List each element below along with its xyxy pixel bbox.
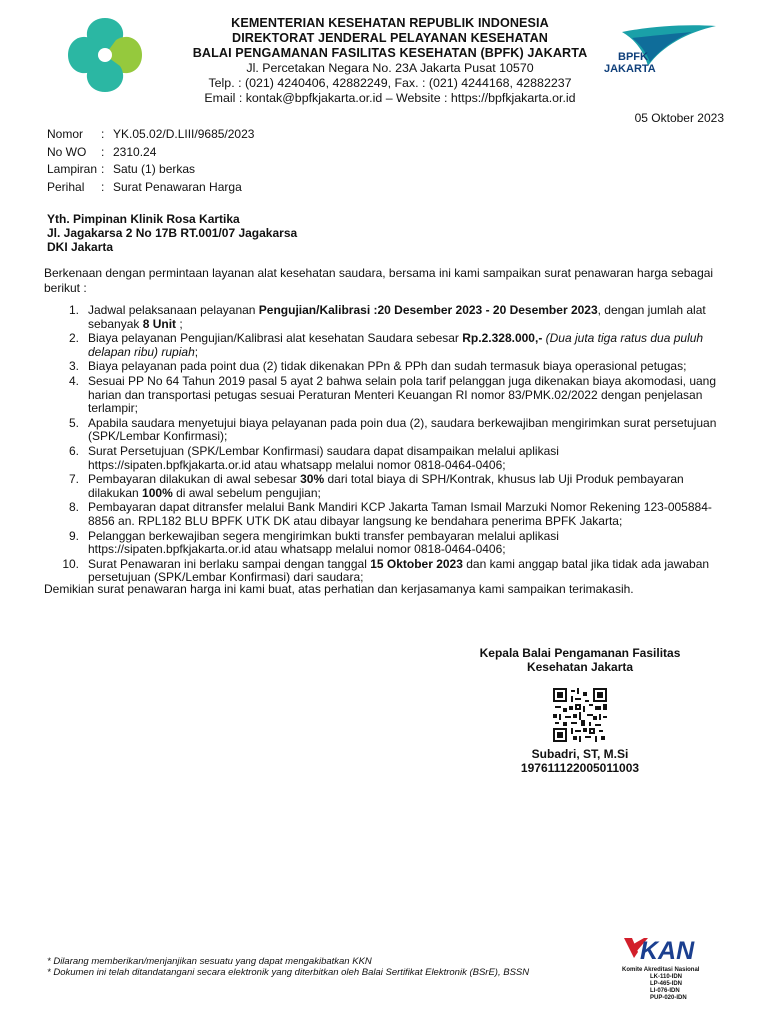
meta-value: Surat Penawaran Harga — [113, 179, 242, 194]
item-number: 2. — [68, 331, 79, 346]
meta-colon: : — [101, 144, 105, 159]
meta-value: YK.05.02/D.LIII/9685/2023 — [113, 127, 255, 141]
signer-title-line1: Kepala Balai Pengamanan Fasilitas — [479, 646, 681, 660]
footer-notes — [47, 956, 529, 978]
institution-address: Jl. Percetakan Negara No. 23A Jakarta Pusat 10570 — [246, 61, 534, 75]
bpfk-logo — [592, 22, 718, 88]
kan-code: PUP-020-IDN — [650, 995, 687, 1001]
item-text: Apabila saudara menyetujui biaya pelayanan pada poin dua (2), saudara berkewajiban mengirimkan surat persetujuan (SPK/Lembar Konfirmasi); — [88, 415, 717, 444]
meta-row-perihal — [47, 179, 254, 197]
kan-accreditation — [618, 932, 718, 1002]
meta-row-nomor — [47, 126, 254, 144]
item-number: 10. — [62, 556, 79, 571]
item-number: 5. — [68, 415, 79, 430]
item-text-part: , dengan jumlah alat sebanyak — [88, 303, 706, 331]
ministry-name: KEMENTERIAN KESEHATAN REPUBLIK INDONESIA — [231, 16, 549, 30]
item-text-part: ; — [176, 316, 183, 331]
item-text-part: dan kami anggap batal jika tidak ada jawaban persetujuan (SPK/Lembar Konfirmasi) dari saudara; — [88, 556, 710, 585]
item-text-part: dari total biaya di SPH/Kontrak, khusus lab Uji Produk pembayaran dilakukan — [88, 472, 684, 500]
list-item — [44, 304, 724, 331]
meta-key: Nomor — [47, 127, 84, 141]
item-text-part: Biaya pelayanan Pengujian/Kalibrasi alat kesehatan Saudara sebesar — [88, 331, 463, 346]
signer-name: Subadri, ST, M.Si — [531, 747, 629, 761]
kemenkes-logo — [62, 12, 148, 98]
unit-count: 8 Unit — [142, 316, 177, 331]
addressee-name: Yth. Pimpinan Klinik Rosa Kartika — [47, 212, 240, 226]
list-item — [44, 558, 724, 585]
item-number: 1. — [68, 303, 79, 317]
signer-nip: 197611122005011003 — [520, 760, 640, 775]
item-text — [88, 558, 724, 585]
signer-title-line2: Kesehatan Jakarta — [526, 659, 634, 674]
item-text — [88, 332, 724, 359]
directorate-name: DIREKTORAT JENDERAL PELAYANAN KESEHATAN — [232, 31, 548, 45]
list-item — [44, 375, 724, 416]
down-payment-percent: 30% — [300, 472, 325, 487]
addressee-street: Jl. Jagakarsa 2 No 17B RT.001/07 Jagakarsa — [47, 226, 298, 240]
letter-meta — [47, 126, 254, 196]
kan-codes — [650, 974, 718, 1002]
item-number: 8. — [68, 500, 79, 515]
institution-phone: Telp. : (021) 4240406, 42882249, Fax. : (021) 4244168, 42882237 — [208, 76, 572, 90]
kan-code: LK-110-IDN — [650, 974, 683, 980]
kan-logo — [618, 932, 718, 962]
addressee-block — [47, 212, 297, 254]
item-text: Pelanggan berkewajiban segera mengirimkan bukti transfer pembayaran melalui aplikasi https://sipaten.bpfkjakarta.or.id atau whatsapp melalui nomor 0818-0464-0406; — [88, 528, 559, 557]
list-item — [44, 417, 724, 444]
item-text — [88, 304, 724, 331]
letterhead — [0, 0, 768, 108]
kan-code: LP-465-IDN — [650, 981, 683, 987]
item-text-part: Surat Penawaran ini berlaku sampai dengan tanggal — [88, 556, 371, 571]
item-number: 3. — [68, 359, 79, 374]
qr-code-icon — [553, 688, 607, 742]
full-payment-percent: 100% — [142, 485, 173, 500]
closing-paragraph: Demikian surat penawaran harga ini kami buat, atas perhatian dan kerjasamanya kami sampaikan terimakasih. — [44, 582, 634, 596]
meta-value: Satu (1) berkas — [113, 162, 196, 176]
letterhead-text — [180, 16, 600, 106]
institution-email: Email : kontak@bpfkjakarta.or.id – Website : https://bpfkjakarta.or.id — [204, 91, 576, 105]
item-number: 9. — [68, 528, 79, 543]
list-item — [44, 360, 724, 374]
footer-note-esign: * Dokumen ini telah ditandatangani secara elektronik yang diterbitkan oleh Balai Sertifikat Elektronik (BSrE), BSSN — [47, 967, 530, 978]
letter-date: 05 Oktober 2023 — [634, 111, 724, 125]
item-number: 6. — [68, 443, 79, 458]
item-text: Pembayaran dapat ditransfer melalui Bank Mandiri KCP Jakarta Taman Ismail Marzuki Nomor Rekening 123-005884-8856 an. RPL182 BLU BPFK UTK DK atau dibayar langsung ke bendahara penerima BPFK Jakarta; — [88, 500, 712, 528]
kan-logo-text: KAN — [640, 937, 695, 962]
item-text: Biaya pelayanan pada point dua (2) tidak dikenakan PPn & PPh dan sudah termasuk biaya operasional petugas; — [88, 359, 687, 374]
meta-key: No WO — [47, 144, 87, 159]
bpfk-logo-text1: BPFK — [618, 51, 648, 63]
price-in-words: (Dua juta tiga ratus dua puluh delapan ribu) rupiah — [88, 331, 704, 359]
meta-colon: : — [101, 162, 105, 176]
signature-block — [462, 647, 698, 775]
list-item — [44, 473, 724, 500]
institution-name: BALAI PENGAMANAN FASILITAS KESEHATAN (BPFK) JAKARTA — [192, 46, 588, 60]
meta-value: 2310.24 — [113, 144, 157, 159]
meta-key: Lampiran — [47, 162, 98, 176]
footer-note-kkn: * Dilarang memberikan/menjanjikan sesuatu yang dapat mengakibatkan KKN — [47, 956, 372, 967]
meta-row-lampiran — [47, 161, 254, 179]
item-number: 7. — [68, 472, 79, 487]
item-text: Sesuai PP No 64 Tahun 2019 pasal 5 ayat 2 bahwa selain pola tarif pelanggan juga dikenakan biaya akomodasi, uang harian dan transportasi petugas sesuai Peraturan Menteri Keuangan RI nomor 83/PMK.02/2022 dengan penjelasan terlampir; — [88, 373, 717, 416]
terms-list — [44, 304, 724, 586]
meta-colon: : — [101, 127, 105, 141]
kan-code: LI-076-IDN — [650, 988, 680, 994]
item-number: 4. — [68, 373, 79, 388]
price-amount: Rp.2.328.000,- — [462, 331, 543, 346]
item-text: Surat Persetujuan (SPK/Lembar Konfirmasi) saudara dapat disampaikan melalui aplikasi https://sipaten.bpfkjakarta.or.id atau whatsapp melalui nomor 0818-0464-0406; — [88, 443, 559, 472]
validity-date: 15 Oktober 2023 — [370, 556, 463, 571]
list-item — [44, 501, 724, 528]
meta-key: Perihal — [47, 179, 85, 194]
item-text — [88, 473, 724, 500]
list-item — [44, 445, 724, 472]
bpfk-logo-text2: JAKARTA — [604, 63, 656, 75]
item-text-part: di awal sebelum pengujian; — [172, 485, 321, 500]
item-text-part: ; — [194, 344, 199, 359]
list-item — [44, 332, 724, 359]
meta-row-wo — [47, 144, 254, 162]
meta-colon: : — [101, 179, 105, 194]
list-item — [44, 530, 724, 557]
kan-subtitle: Komite Akreditasi Nasional — [622, 967, 700, 973]
addressee-city: DKI Jakarta — [47, 240, 114, 254]
item-text-part: Pembayaran dilakukan di awal sebesar — [88, 472, 301, 487]
schedule-text: Pengujian/Kalibrasi :20 Desember 2023 - 20 Desember 2023 — [258, 303, 598, 317]
intro-paragraph: Berkenaan dengan permintaan layanan alat kesehatan saudara, bersama ini kami sampaikan surat penawaran harga sebagai berikut : — [44, 266, 714, 295]
item-text-part: Jadwal pelaksanaan pelayanan — [88, 303, 259, 317]
